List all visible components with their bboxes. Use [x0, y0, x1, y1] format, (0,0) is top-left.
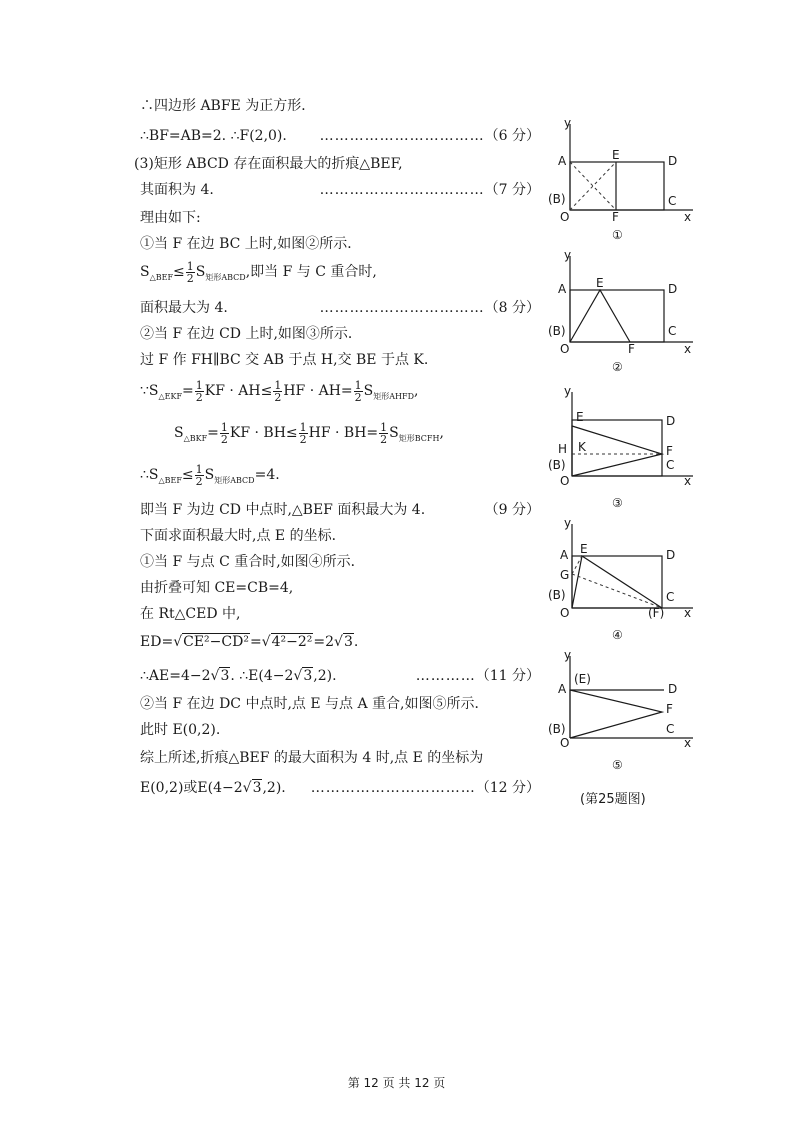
figure-3: y x E D H K F (B) C O ③	[548, 386, 698, 504]
line-case2: ②当 F 在边 CD 上时,如图③所示．	[140, 326, 362, 342]
line-area4: 其面积为 4. ……………………………（7 分）	[140, 182, 540, 198]
line-ae: ∴AE=4−2√3. ∴E(4−2√3,2). …………（11 分）	[140, 668, 540, 684]
line-midpoint: 即当 F 为边 CD 中点时,△BEF 面积最大为 4. （9 分）	[140, 502, 540, 518]
page-footer: 第 12 页 共 12 页	[347, 1076, 446, 1090]
line-rt: 在 Rt△CED 中,	[140, 606, 241, 622]
line-answer: E(0,2)或E(4−2√3,2). ……………………………（12 分）	[140, 780, 540, 796]
line-e-a: 此时 E(0,2).	[140, 722, 221, 738]
fraction-half: $\frac{1}{2}$	[186, 259, 194, 285]
line-case1: ①当 F 在边 BC 上时,如图②所示．	[140, 236, 362, 252]
line-ed: ED=√CE²−CD²=√4²−2²=2√3.	[140, 634, 359, 650]
line-fold: 由折叠可知 CE=CB=4,	[140, 580, 294, 596]
line-part3: (3)矩形 ABCD 存在面积最大的折痕△BEF,	[134, 156, 403, 172]
figure-5: y x A (E) D F (B) C O ⑤	[548, 650, 698, 768]
line-conclusion: 综上所述,折痕△BEF 的最大面积为 4 时,点 E 的坐标为	[140, 750, 484, 766]
line-find-e: 下面求面积最大时,点 E 的坐标．	[140, 528, 346, 544]
figure-4-drawing	[548, 518, 698, 618]
figure-caption: (第25题图)	[580, 792, 646, 807]
line-fh: 过 F 作 FH∥BC 交 AB 于点 H,交 BE 于点 K.	[140, 352, 429, 368]
line-ineq1: $S_{\triangle BEF}\le$ $\frac{1}{2}$ $S_{矩形ABCD}$,即当 F 与 C 重合时,	[140, 259, 377, 285]
score-6: （6 分）	[484, 128, 540, 144]
line-bef-total: $\therefore S_{\triangle BEF}\le$ $\frac{1}{2}$ $S_{矩形ABCD}=4$.	[140, 462, 280, 488]
line-case-dc: ②当 F 在边 DC 中点时,点 E 与点 A 重合,如图⑤所示．	[140, 696, 489, 712]
score-11: （11 分）	[475, 668, 540, 684]
score-12: （12 分）	[475, 780, 540, 796]
figure-3-drawing	[548, 386, 698, 486]
line-reason: 理由如下:	[140, 210, 201, 226]
figure-4: y x A E D G (B) C (F) O ④	[548, 518, 698, 636]
line-point-f: ∴BF=AB=2. ∴F(2,0). ……………………………（6 分）	[140, 128, 540, 144]
figure-2: y x A E D (B) O F C ②	[548, 250, 698, 368]
figure-5-drawing	[548, 650, 698, 750]
score-9: （9 分）	[484, 502, 540, 518]
score-7: （7 分）	[484, 182, 540, 198]
line-ekf: $\because S_{\triangle EKF}=$ $\frac{1}{2}$ KF · AH≤ $\frac{1}{2}$ HF · AH= $\frac{1}{2}$ $S_{矩形AHFD}$,	[140, 378, 419, 404]
line-bkf: $S_{\triangle BKF}=$ $\frac{1}{2}$ KF · BH≤ $\frac{1}{2}$ HF · BH= $\frac{1}{2}$ $S_{矩形BCFH}$,	[174, 420, 444, 446]
line-max4: 面积最大为 4. ……………………………（8 分）	[140, 300, 540, 316]
line-case-c: ①当 F 与点 C 重合时,如图④所示．	[140, 554, 365, 570]
line-square: ∴四边形 ABFE 为正方形．	[140, 98, 316, 114]
score-8: （8 分）	[484, 300, 540, 316]
figure-1: y x A E D (B) O F C ①	[548, 118, 698, 236]
